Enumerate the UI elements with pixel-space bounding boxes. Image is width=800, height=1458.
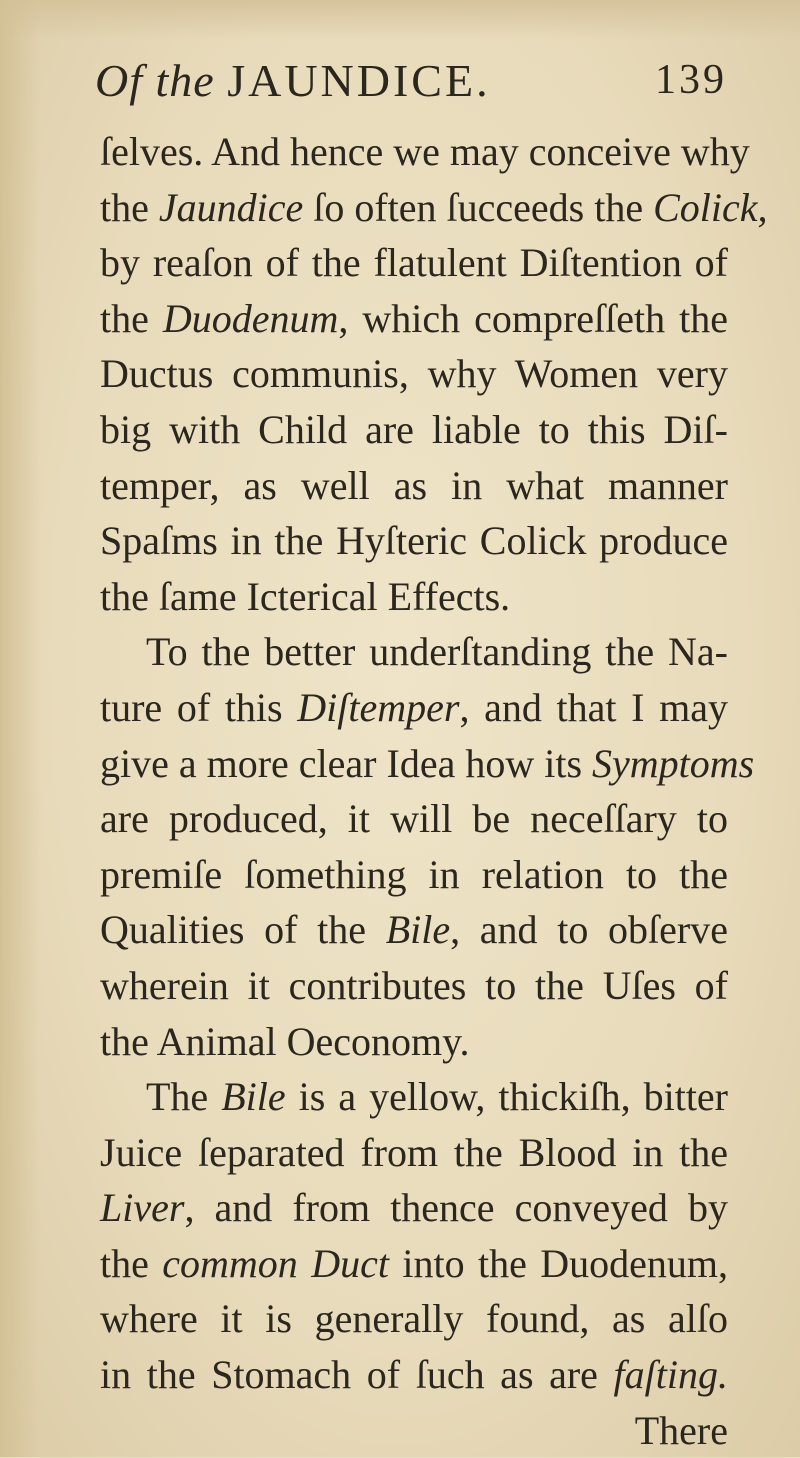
running-title-prefix: Of the — [95, 55, 228, 106]
body-text — [100, 124, 768, 1458]
text-line: To the better underſtanding the Na- — [146, 629, 728, 675]
text-line: in the Stomach of ſuch as are faſting. — [100, 1352, 728, 1398]
text-line: wherein it contributes to the Uſes of — [100, 962, 728, 1008]
text-line: the Jaundice ſo often ſucceeds the Colick, — [100, 184, 768, 230]
text-line: Juice ſeparated from the Blood in the — [100, 1129, 728, 1175]
italic-run: Bile — [221, 1074, 286, 1120]
text-line: the Animal Oeconomy. — [100, 1018, 470, 1064]
text-line: give a more clear Idea how its Symptoms — [100, 740, 755, 786]
text-line: ture of this Diſtemper, and that I may — [100, 684, 728, 730]
italic-run: faſting. — [613, 1352, 728, 1398]
text-line: Ductus communis, why Women very — [100, 351, 728, 397]
text-line: are produced, it will be neceſſary to — [100, 796, 728, 842]
italic-run: Duodenum — [162, 295, 339, 341]
italic-run: common Duct — [162, 1240, 389, 1286]
text-line: Spaſms in the Hyſteric Colick produce — [100, 518, 728, 564]
page-header — [95, 54, 735, 114]
page-edge-shadow-top — [0, 0, 800, 40]
text-line: the ſame Icterical Effects. — [100, 573, 511, 619]
text-line: the Duodenum, which compreſſeth the — [100, 295, 728, 341]
text-line: Qualities of the Bile, and to obſerve — [100, 907, 728, 953]
italic-run: Jaundice — [158, 184, 304, 230]
text-line: the common Duct into the Duodenum, — [100, 1240, 728, 1286]
text-line: The Bile is a yellow, thickiſh, bitter — [146, 1074, 729, 1120]
italic-run: Liver — [100, 1185, 185, 1231]
text-line: big with Child are liable to this Diſ- — [100, 406, 728, 452]
running-title — [95, 54, 491, 107]
italic-run: Colick, — [653, 184, 768, 230]
text-line: by reaſon of the flatulent Diſtention of — [100, 240, 728, 286]
catchword: There — [634, 1407, 728, 1453]
text-line: premiſe ſomething in relation to the — [100, 851, 728, 897]
running-title-main: JAUNDICE. — [227, 55, 491, 106]
page-number: 139 — [655, 57, 727, 103]
italic-run: Diſtemper — [297, 684, 460, 730]
italic-run: Symptoms — [592, 740, 755, 786]
page-edge-shadow-left — [0, 0, 40, 1457]
text-line: temper, as well as in what manner — [100, 462, 728, 508]
italic-run: Bile — [385, 907, 451, 953]
text-line: Liver, and from thence conveyed by — [100, 1185, 728, 1231]
text-line: ſelves. And hence we may conceive why — [100, 129, 750, 174]
text-line: where it is generally found, as alſo — [100, 1296, 728, 1342]
